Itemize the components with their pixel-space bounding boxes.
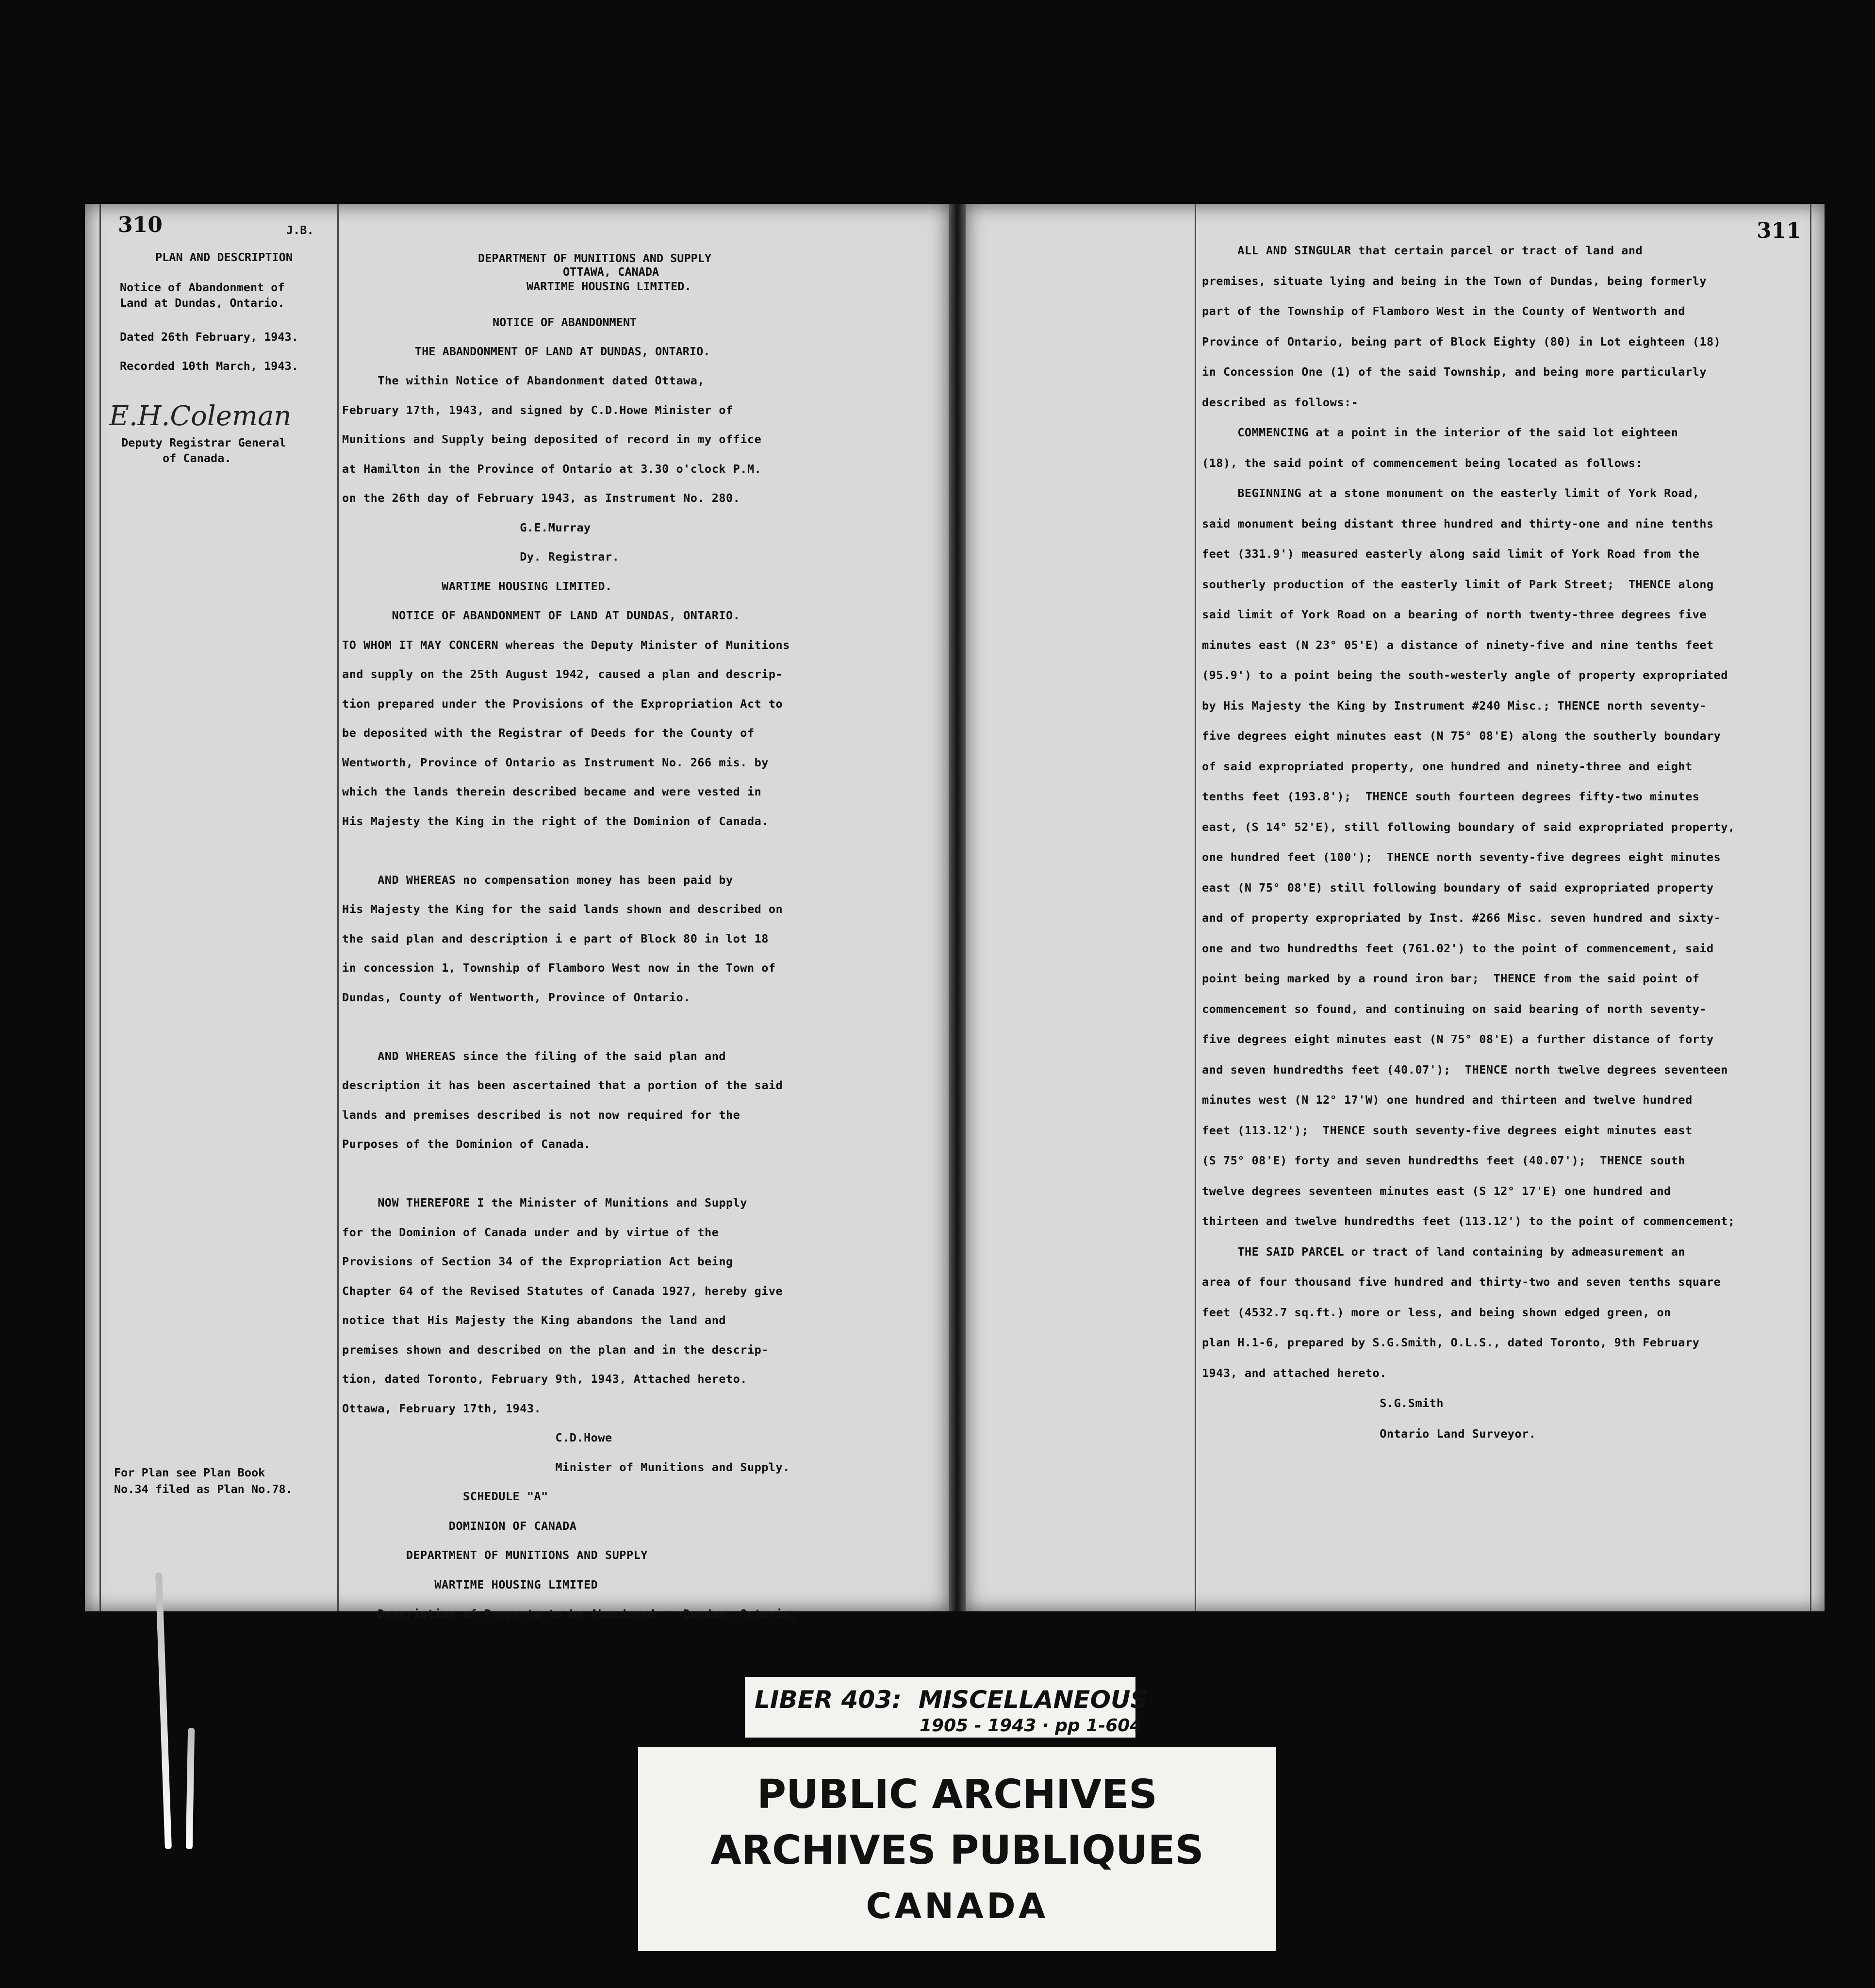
liber-label xyxy=(745,1677,1148,1738)
margin-note: Notice of Abandonment of xyxy=(120,281,285,294)
text-line: minutes east (N 23° 05'E) a distance of ninety-five and nine tenths feet xyxy=(1202,638,1714,652)
text-line: plan H.1-6, prepared by S.G.Smith, O.L.S., dated Toronto, 9th February xyxy=(1202,1336,1700,1349)
left-page xyxy=(85,204,949,1621)
text-line: one hundred feet (100'); THENCE north seventy-five degrees eight minutes xyxy=(1202,850,1721,864)
text-line: feet (4532.7 sq.ft.) more or less, and being shown edged green, on xyxy=(1202,1305,1671,1319)
text-line: at Hamilton in the Province of Ontario at 3.30 o'clock P.M. xyxy=(342,462,762,476)
text-line: NOTICE OF ABANDONMENT OF LAND AT DUNDAS, ONTARIO. xyxy=(342,609,740,622)
text-line: on the 26th day of February 1943, as Instrument No. 280. xyxy=(342,491,740,505)
text-line: east (N 75° 08'E) still following boundary of said expropriated property xyxy=(1202,880,1714,895)
margin-note: Land at Dundas, Ontario. xyxy=(120,296,285,310)
liber-label-line: 1905 - 1943 · pp 1-604 xyxy=(920,1716,1142,1736)
text-line: feet (113.12'); THENCE south seventy-five degrees eight minutes east xyxy=(1202,1123,1693,1137)
text-line: in concession 1, Township of Flamboro West now in the Town of xyxy=(342,961,776,975)
page-number-right: 311 xyxy=(1757,218,1801,243)
liber-label-line: LIBER 403: MISCELLANEOUS xyxy=(755,1686,1148,1714)
text-line: be deposited with the Registrar of Deeds for the County of xyxy=(342,726,755,740)
text-line: Wentworth, Province of Ontario as Instrument No. 266 mis. by xyxy=(342,755,769,769)
left-outer-rule xyxy=(99,204,101,1611)
text-line: Description of Property to be Abandoned - Dundas, Ontario; xyxy=(342,1607,797,1621)
right-page xyxy=(966,204,1825,1611)
text-line: Provisions of Section 34 of the Expropriation Act being xyxy=(342,1255,733,1268)
text-line: feet (331.9') measured easterly along said limit of York Road from the xyxy=(1202,547,1700,561)
text-line: twelve degrees seventeen minutes east (S 12° 17'E) one hundred and xyxy=(1202,1184,1671,1198)
text-line: part of the Township of Flamboro West in the County of Wentworth and xyxy=(1202,304,1686,318)
text-line: by His Majesty the King by Instrument #240 Misc.; THENCE north seventy- xyxy=(1202,698,1707,712)
text-line: of said expropriated property, one hundred and ninety-three and eight xyxy=(1202,759,1693,773)
text-line: said monument being distant three hundred and thirty-one and nine tenths xyxy=(1202,516,1714,530)
text-line: (18), the said point of commencement being located as follows: xyxy=(1202,456,1643,470)
text-line: NOW THEREFORE I the Minister of Munitions and Supply xyxy=(342,1196,747,1209)
text-line: the said plan and description i e part of Block 80 in lot 18 xyxy=(342,931,769,945)
archive-stamp xyxy=(638,1747,1276,1951)
plan-reference-note: For Plan see Plan Book xyxy=(114,1466,265,1479)
text-line: Dundas, County of Wentworth, Province of Ontario. xyxy=(342,990,691,1004)
plan-reference-note: No.34 filed as Plan No.78. xyxy=(114,1482,293,1496)
text-line: thirteen and twelve hundredths feet (113.12') to the point of commencement; xyxy=(1202,1214,1735,1228)
text-line: S.G.Smith xyxy=(1202,1396,1444,1410)
margin-note: Dated 26th February, 1943. xyxy=(120,330,298,344)
text-line: described as follows:- xyxy=(1202,395,1359,409)
header-line: NOTICE OF ABANDONMENT xyxy=(493,315,637,329)
text-line: tion prepared under the Provisions of the Expropriation Act to xyxy=(342,696,783,711)
text-line: DOMINION OF CANADA xyxy=(342,1519,577,1533)
margin-note: PLAN AND DESCRIPTION xyxy=(155,250,293,264)
text-line: (S 75° 08'E) forty and seven hundredths feet (40.07'); THENCE south xyxy=(1202,1154,1686,1167)
text-line: C.D.Howe xyxy=(342,1431,612,1444)
bookmark-ribbon xyxy=(155,1573,172,1849)
text-line: five degrees eight minutes east (N 75° 08'E) a further distance of forty xyxy=(1202,1032,1714,1046)
bookmark-ribbon xyxy=(186,1728,195,1849)
text-line: February 17th, 1943, and signed by C.D.Howe Minister of xyxy=(342,403,733,417)
header-line: OTTAWA, CANADA xyxy=(563,265,659,279)
text-line: His Majesty the King in the right of the Dominion of Canada. xyxy=(342,814,769,828)
text-line: WARTIME HOUSING LIMITED xyxy=(342,1577,598,1591)
text-line: TO WHOM IT MAY CONCERN whereas the Deputy Minister of Munitions xyxy=(342,638,790,652)
text-line: minutes west (N 12° 17'W) one hundred and thirteen and twelve hundred xyxy=(1202,1093,1693,1107)
text-line: premises, situate lying and being in the Town of Dundas, being formerly xyxy=(1202,274,1707,288)
header-line: DEPARTMENT OF MUNITIONS AND SUPPLY xyxy=(478,251,712,265)
archive-stamp-line: ARCHIVES PUBLIQUES xyxy=(710,1827,1204,1873)
text-line: Ottawa, February 17th, 1943. xyxy=(342,1401,542,1415)
text-line: COMMENCING at a point in the interior of the said lot eighteen xyxy=(1202,426,1678,439)
text-line: which the lands therein described became and were vested in xyxy=(342,785,762,798)
archive-stamp-line: CANADA xyxy=(866,1886,1049,1926)
text-line: Ontario Land Surveyor. xyxy=(1202,1426,1536,1441)
page-number-left: 310 xyxy=(118,213,163,237)
text-line: BEGINNING at a stone monument on the easterly limit of York Road, xyxy=(1202,486,1700,500)
text-line: Purposes of the Dominion of Canada. xyxy=(342,1137,591,1151)
text-line: one and two hundredths feet (761.02') to the point of commencement, said xyxy=(1202,941,1714,955)
archive-stamp-line: PUBLIC ARCHIVES xyxy=(757,1772,1158,1818)
text-line: Chapter 64 of the Revised Statutes of Canada 1927, hereby give xyxy=(342,1284,783,1298)
text-line: southerly production of the easterly limit of Park Street; THENCE along xyxy=(1202,577,1714,591)
text-line: (95.9') to a point being the south-westerly angle of property expropriated xyxy=(1202,668,1728,682)
text-line: WARTIME HOUSING LIMITED. xyxy=(342,579,612,593)
header-line: WARTIME HOUSING LIMITED. xyxy=(526,280,691,293)
text-line: AND WHEREAS since the filing of the said plan and xyxy=(342,1049,726,1063)
text-line: area of four thousand five hundred and thirty-two and seven tenths square xyxy=(1202,1275,1721,1289)
text-line: commencement so found, and continuing on said bearing of north seventy- xyxy=(1202,1002,1707,1016)
text-line: premises shown and described on the plan and in the descrip- xyxy=(342,1342,769,1357)
text-line: lands and premises described is not now required for the xyxy=(342,1108,740,1122)
text-line: east, (S 14° 52'E), still following boundary of said expropriated property, xyxy=(1202,820,1735,834)
text-line: DEPARTMENT OF MUNITIONS AND SUPPLY xyxy=(342,1548,648,1562)
text-line: description it has been ascertained that a portion of the said xyxy=(342,1078,783,1092)
text-line: Dy. Registrar. xyxy=(342,550,620,563)
right-outer-rule xyxy=(1810,204,1811,1611)
text-line: point being marked by a round iron bar; THENCE from the said point of xyxy=(1202,972,1700,985)
text-line: in Concession One (1) of the said Township, and being more particularly xyxy=(1202,365,1707,379)
text-line: notice that His Majesty the King abandons the land and xyxy=(342,1313,726,1327)
margin-note: Recorded 10th March, 1943. xyxy=(120,359,298,373)
text-line: said limit of York Road on a bearing of north twenty-three degrees five xyxy=(1202,608,1707,621)
left-margin-rule xyxy=(337,204,339,1611)
text-line: The within Notice of Abandonment dated Ottawa, xyxy=(342,374,705,387)
text-line: His Majesty the King for the said lands shown and described on xyxy=(342,902,783,916)
text-line: five degrees eight minutes east (N 75° 08'E) along the southerly boundary xyxy=(1202,729,1721,743)
text-line: and supply on the 25th August 1942, caused a plan and descrip- xyxy=(342,667,783,681)
text-line: tenths feet (193.8'); THENCE south fourteen degrees fifty-two minutes xyxy=(1202,790,1700,803)
header-line: THE ABANDONMENT OF LAND AT DUNDAS, ONTARIO. xyxy=(415,345,710,358)
text-line: SCHEDULE "A" xyxy=(342,1490,548,1503)
text-line: and of property expropriated by Inst. #266 Misc. seven hundred and sixty- xyxy=(1202,911,1721,925)
text-line: ALL AND SINGULAR that certain parcel or tract of land and xyxy=(1202,244,1643,257)
text-line: AND WHEREAS no compensation money has been paid by xyxy=(342,873,733,887)
text-line: Minister of Munitions and Supply. xyxy=(342,1460,790,1474)
initials: J.B. xyxy=(286,223,314,237)
text-line: Munitions and Supply being deposited of record in my office xyxy=(342,432,762,446)
text-line: G.E.Murray xyxy=(342,520,591,534)
book-spine xyxy=(949,204,966,1611)
text-line: THE SAID PARCEL or tract of land containing by admeasurement an xyxy=(1202,1244,1686,1259)
right-margin-rule xyxy=(1195,204,1196,1611)
text-line: for the Dominion of Canada under and by virtue of the xyxy=(342,1225,719,1239)
signature-caption: of Canada. xyxy=(163,451,231,465)
text-line: Province of Ontario, being part of Block Eighty (80) in Lot eighteen (18) xyxy=(1202,334,1721,348)
signature-caption: Deputy Registrar General xyxy=(121,436,286,449)
text-line: 1943, and attached hereto. xyxy=(1202,1366,1387,1380)
text-line: tion, dated Toronto, February 9th, 1943, Attached hereto. xyxy=(342,1372,747,1386)
text-line: and seven hundredths feet (40.07'); THENCE north twelve degrees seventeen xyxy=(1202,1062,1728,1077)
handwritten-signature: E.H.Coleman xyxy=(109,400,292,432)
